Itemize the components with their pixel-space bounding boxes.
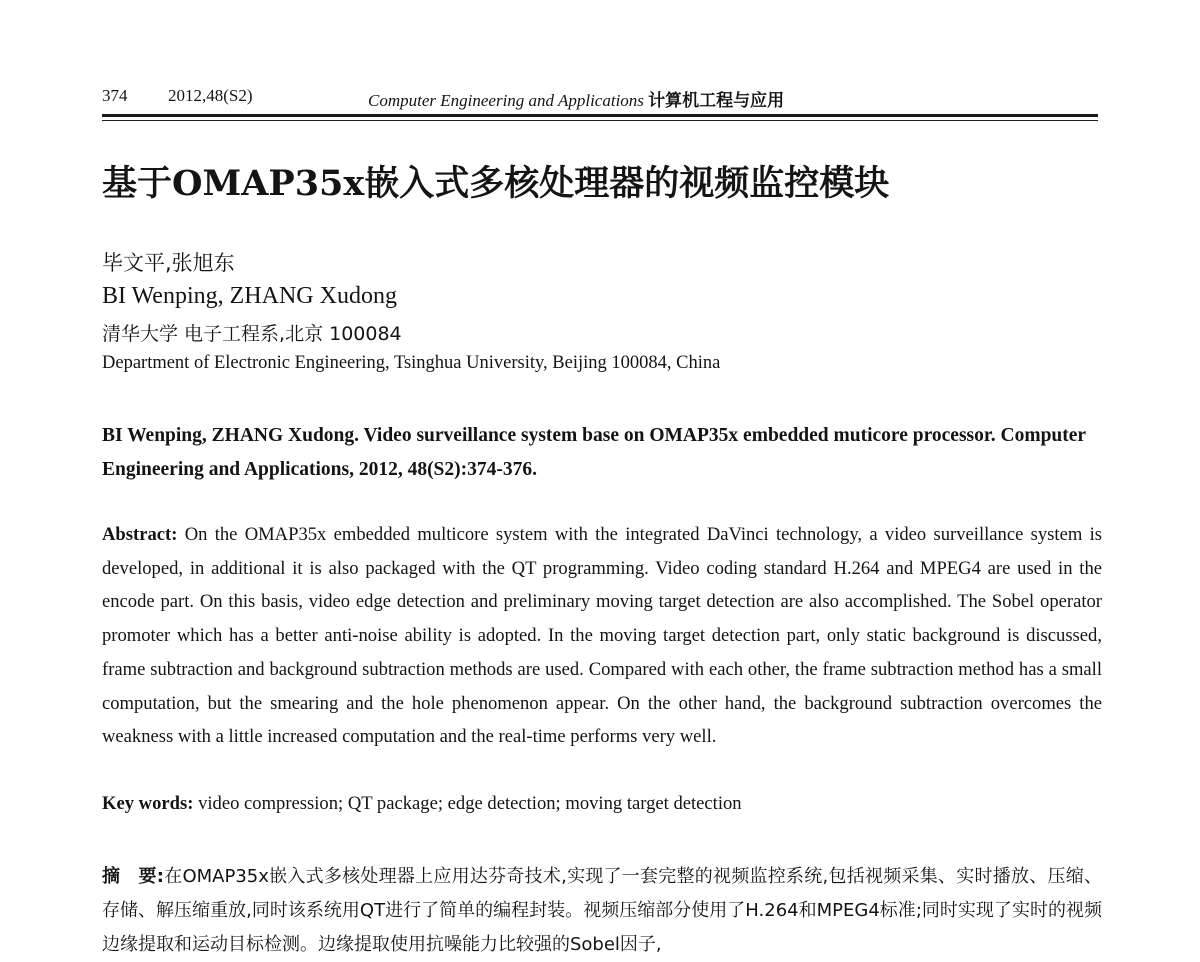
abstract-en xyxy=(102,518,1102,754)
page-number: 374 xyxy=(102,86,128,105)
abstract-zh-text: 在OMAP35x嵌入式多核处理器上应用达芬奇技术,实现了一套完整的视频监控系统,包括视频采集、实时播放、压缩、存储、解压缩重放,同时该系统用QT进行了简单的编程封装。视频压缩部分使用了H.264和MPEG4标准;同时实现了实时的视频边缘提取和运动目标检测。边缘提取使用抗噪能力比较强的Sobel因子, xyxy=(102,866,1102,955)
journal-name-zh: 计算机工程与应用 xyxy=(648,91,785,111)
keywords xyxy=(102,789,1102,819)
paper-title: 基于OMAP35x嵌入式多核处理器的视频监控模块 xyxy=(102,163,890,204)
abstract-zh-label: 摘 要: xyxy=(102,866,164,887)
abstract-zh xyxy=(102,860,1102,962)
affiliation-zh: 清华大学 电子工程系,北京 100084 xyxy=(102,323,402,345)
running-header xyxy=(102,86,1098,110)
authors-zh: 毕文平,张旭东 xyxy=(102,251,235,275)
keywords-text: video compression; QT package; edge detection; moving target detection xyxy=(198,793,742,814)
journal-name xyxy=(368,86,784,111)
header-rule-thin xyxy=(102,120,1098,121)
keywords-label: Key words: xyxy=(102,793,194,814)
journal-name-en: Computer Engineering and Applications xyxy=(368,91,644,110)
abstract-text: On the OMAP35x embedded multicore system with the integrated DaVinci technology, a video surveillance system is developed, in additional it is also packaged with the QT programming. Video coding standard H.264 and MPEG4 are used in the encode part. On this basis, video edge detection and preliminary moving target detection are also accomplished. The Sobel operator promoter which has a better anti-noise ability is adopted. In the moving target detection part, only static background is discussed, frame subtraction and background subtraction methods are used. Compared with each other, the frame subtraction method has a small computation, but the smearing and the hole phenomenon appear. On the other hand, the background subtraction overcomes the weakness with a little increased computation and the real-time performs very well. xyxy=(102,524,1102,748)
abstract-label: Abstract: xyxy=(102,524,178,545)
header-rule-thick xyxy=(102,114,1098,117)
citation: BI Wenping, ZHANG Xudong. Video surveillance system base on OMAP35x embedded muticore processor. Computer Engineering and Applications, 2012, 48(S2):374-376. xyxy=(102,425,1086,480)
authors-en: BI Wenping, ZHANG Xudong xyxy=(102,283,397,309)
volume-issue: 2012,48(S2) xyxy=(168,86,253,105)
affiliation-en: Department of Electronic Engineering, Tsinghua University, Beijing 100084, China xyxy=(102,353,721,373)
